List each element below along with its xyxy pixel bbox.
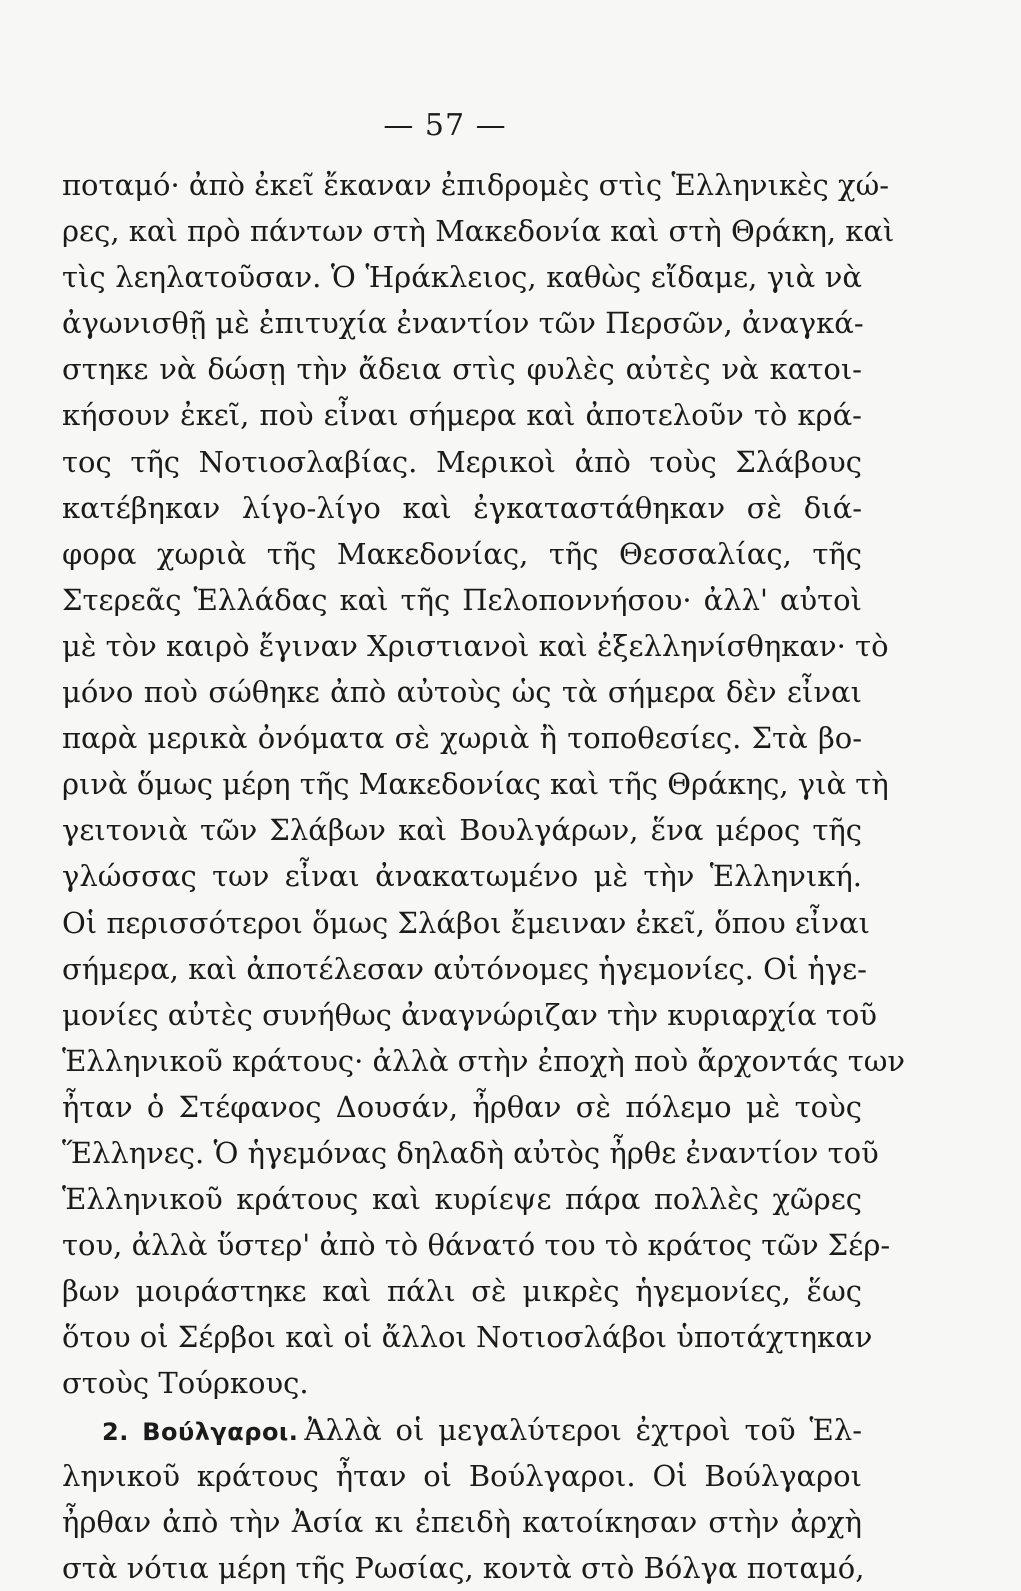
text-line: μονίες αὐτὲς συνήθως ἀναγνώριζαν τὴν κυριαρχία τοῦ	[62, 997, 877, 1032]
text-line: Ἑλληνικοῦ κράτους καὶ κυρίεψε πάρα πολλὲς χῶρες	[62, 1182, 862, 1217]
text-line: μόνο ποὺ σώθηκε ἀπὸ αὐτοὺς ὡς τὰ σήμερα δὲν εἶναι	[62, 675, 862, 710]
text-line: ρες, καὶ πρὸ πάντων στὴ Μακεδονία καὶ στὴ Θράκη, καὶ	[62, 214, 895, 249]
text-line: Ἕλληνες. Ὁ ἡγεμόνας δηλαδὴ αὐτὸς ἦρθε ἐναντίον τοῦ	[62, 1135, 879, 1170]
text-line: ἦταν ὁ Στέφανος Δουσάν, ἦρθαν σὲ πόλεμο μὲ τοὺς	[62, 1089, 862, 1124]
text-line: κήσουν ἐκεῖ, ποὺ εἶναι σήμερα καὶ ἀποτελοῦν τὸ κρά-	[62, 398, 862, 433]
text-line: ὅτου οἱ Σέρβοι καὶ οἱ ἄλλοι Νοτιοσλάβοι ὑποτάχτηκαν	[62, 1320, 873, 1355]
text-line: γειτονιὰ τῶν Σλάβων καὶ Βουλγάρων, ἕνα μέρος τῆς	[62, 813, 862, 848]
text-line: Στερεᾶς Ἑλλάδας καὶ τῆς Πελοποννήσου· ἀλλ' αὐτοὶ	[62, 582, 862, 617]
text-line: στοὺς Τούρκους.	[62, 1366, 309, 1401]
text-line: μὲ τὸν καιρὸ ἔγιναν Χριστιανοὶ καὶ ἐξελληνίσθηκαν· τὸ	[62, 628, 889, 663]
text-line: τὶς λεηλατοῦσαν. Ὁ Ἡράκλειος, καθὼς εἴδαμε, γιὰ νὰ	[62, 260, 862, 295]
body-text	[62, 162, 906, 1591]
text-line: ποταμό· ἀπὸ ἐκεῖ ἔκαναν ἐπιδρομὲς στὶς Ἑλληνικὲς χώ-	[62, 168, 890, 202]
text-line: βων μοιράστηκε καὶ πάλι σὲ μικρὲς ἡγεμονίες, ἕως	[62, 1274, 862, 1309]
text-line: τος τῆς Νοτιοσλαβίας. Μερικοὶ ἀπὸ τοὺς Σλάβους	[62, 444, 862, 479]
text-line: ρινὰ ὅμως μέρη τῆς Μακεδονίας καὶ τῆς Θράκης, γιὰ τὴ	[62, 767, 889, 802]
page-number: — 57 —	[383, 108, 507, 143]
section-heading: 2. Βούλγαροι.	[102, 1417, 299, 1446]
text-line: Ἑλληνικοῦ κράτους· ἀλλὰ στὴν ἐποχὴ ποὺ ἄρχοντάς των	[62, 1043, 906, 1078]
text-line: ἀγωνισθῇ μὲ ἐπιτυχία ἐναντίον τῶν Περσῶν, ἀναγκά-	[62, 306, 864, 341]
text-line: σήμερα, καὶ ἀποτέλεσαν αὐτόνομες ἡγεμονίες. Οἱ ἡγε-	[62, 951, 867, 986]
text-line: του, ἀλλὰ ὕστερ' ἀπὸ τὸ θάνατό του τὸ κράτος τῶν Σέρ-	[62, 1228, 891, 1263]
text-line: κατέβηκαν λίγο-λίγο καὶ ἐγκαταστάθηκαν σὲ διά-	[62, 490, 862, 525]
text-line: Οἱ περισσότεροι ὅμως Σλάβοι ἔμειναν ἐκεῖ, ὅπου εἶναι	[62, 905, 870, 940]
text-line: γλώσσας των εἶναι ἀνακατωμένο μὲ τὴν Ἑλληνική.	[62, 859, 862, 894]
section-first-line-text: Ἀλλὰ οἱ μεγαλύτεροι ἐχτροὶ τοῦ Ἑλ-	[304, 1412, 862, 1447]
text-line: ληνικοῦ κράτους ἦταν οἱ Βούλγαροι. Οἱ Βούλγαροι	[62, 1458, 862, 1493]
text-line: φορα χωριὰ τῆς Μακεδονίας, τῆς Θεσσαλίας, τῆς	[62, 536, 862, 571]
text-line: στὰ νότια μέρη τῆς Ρωσίας, κοντὰ στὸ Βόλγα ποταμό,	[62, 1550, 865, 1585]
section-first-line	[62, 1407, 862, 1453]
text-line: ἦρθαν ἀπὸ τὴν Ἀσία κι ἐπειδὴ κατοίκησαν στὴν ἀρχὴ	[62, 1504, 862, 1539]
text-line: στηκε νὰ δώσῃ τὴν ἄδεια στὶς φυλὲς αὐτὲς νὰ κατοι-	[62, 352, 862, 387]
text-line: παρὰ μερικὰ ὀνόματα σὲ χωριὰ ἢ τοποθεσίες. Στὰ βο-	[62, 721, 862, 756]
